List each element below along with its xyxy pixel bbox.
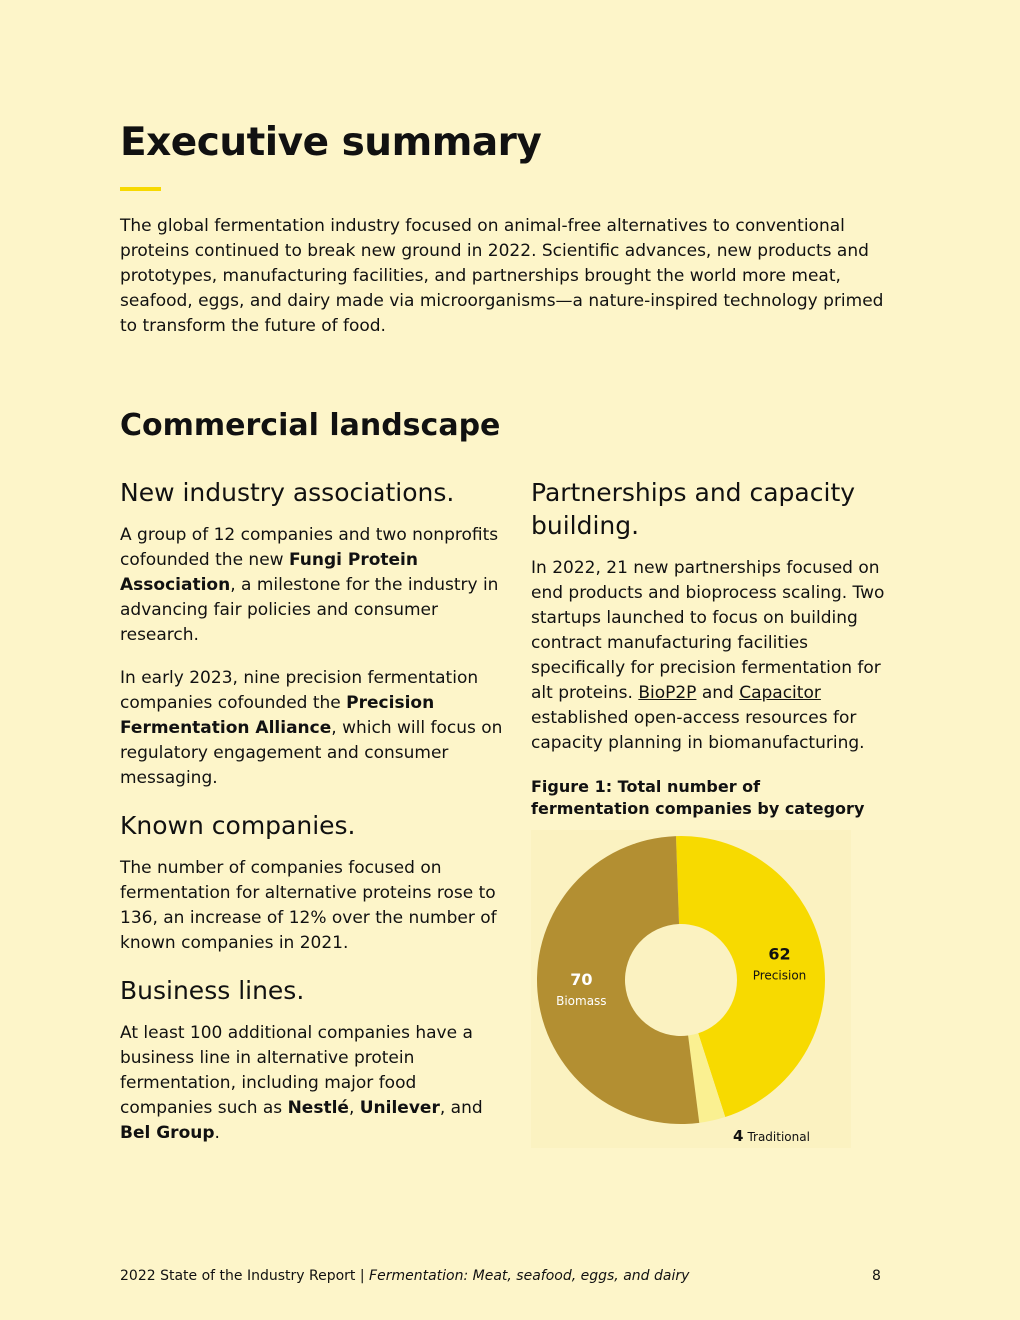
- name-biomass: Biomass: [556, 994, 607, 1009]
- left-column: [120, 476, 505, 1164]
- text-run: At least 100 additional companies have a business line in alternative protein fermentation, including major food companies such as: [120, 1023, 473, 1118]
- value-precision: 62: [768, 944, 791, 964]
- known-heading: Known companies.: [120, 811, 356, 840]
- name-precision: Precision: [752, 968, 807, 983]
- business-paragraph: [120, 1021, 505, 1146]
- footer-report-title: [120, 1268, 689, 1284]
- assoc-paragraph-1: [120, 523, 505, 648]
- partnerships-heading: Partnerships and capacity building.: [531, 478, 856, 540]
- unilever: Unilever: [359, 1098, 440, 1118]
- nestle: Nestlé: [287, 1098, 349, 1118]
- footer-subtitle: Fermentation: Meat, seafood, eggs, and dairy: [369, 1268, 690, 1284]
- assoc-paragraph-2: [120, 666, 505, 791]
- section-title: Commercial landscape: [120, 408, 501, 443]
- text-run: , and: [439, 1098, 483, 1118]
- title-accent-rule: [120, 187, 161, 191]
- text-run: ,: [348, 1098, 360, 1118]
- business-heading: Business lines.: [120, 976, 305, 1005]
- known-paragraph: The number of companies focused on fermentation for alternative proteins rose to 136, an increase of 12% over the number of known companies in 2021.: [120, 858, 497, 953]
- capacitor-link[interactable]: Capacitor: [739, 683, 821, 703]
- donut-chart-svg: [531, 830, 851, 1148]
- page-number: 8: [872, 1268, 881, 1284]
- text-run: and: [696, 683, 740, 703]
- precision-fermentation-alliance: Precision Fermentation Alliance: [120, 693, 435, 738]
- intro-paragraph: The global fermentation industry focused on animal-free alternatives to conventional proteins continued to break new ground in 2022. Scientific advances, new products and prototypes, manufacturing facilities, and partnerships brought the world more meat, seafood, eggs, and dairy made via microorganisms—a nature-inspired technology primed to transform the future of food.: [120, 216, 884, 336]
- slice-biomass: [537, 836, 699, 1124]
- value-traditional: 4: [733, 1127, 744, 1145]
- assoc-heading: New industry associations.: [120, 478, 455, 507]
- text-run: .: [214, 1123, 220, 1143]
- figure-caption: Figure 1: Total number of fermentation companies by category: [531, 777, 865, 818]
- text-run: In early 2023, nine precision fermentation companies cofounded the: [120, 668, 479, 713]
- name-traditional: Traditional: [747, 1130, 810, 1144]
- text-run: established open-access resources for capacity planning in biomanufacturing.: [531, 708, 865, 753]
- text-run: A group of 12 companies and two nonprofits cofounded the new: [120, 525, 499, 570]
- footer-report: 2022 State of the Industry Report |: [120, 1268, 370, 1284]
- page-title: Executive summary: [120, 120, 542, 165]
- biop2p-link[interactable]: BioP2P: [638, 683, 697, 703]
- donut-chart: [531, 830, 851, 1148]
- text-run: In 2022, 21 new partnerships focused on end products and bioprocess scaling. Two startups launched to focus on building contract manufacturing facilities specifically for precision fermentation for alt proteins.: [531, 558, 885, 703]
- partnerships-paragraph: [531, 556, 906, 756]
- text-run: , which will focus on regulatory engagement and consumer messaging.: [120, 718, 503, 788]
- text-run: , a milestone for the industry in advancing fair policies and consumer research.: [120, 575, 499, 645]
- value-biomass: 70: [570, 970, 593, 990]
- label-traditional: [733, 1127, 810, 1145]
- right-column: [531, 476, 906, 820]
- bel-group: Bel Group: [120, 1123, 215, 1143]
- fungi-protein-association: Fungi Protein Association: [120, 550, 418, 595]
